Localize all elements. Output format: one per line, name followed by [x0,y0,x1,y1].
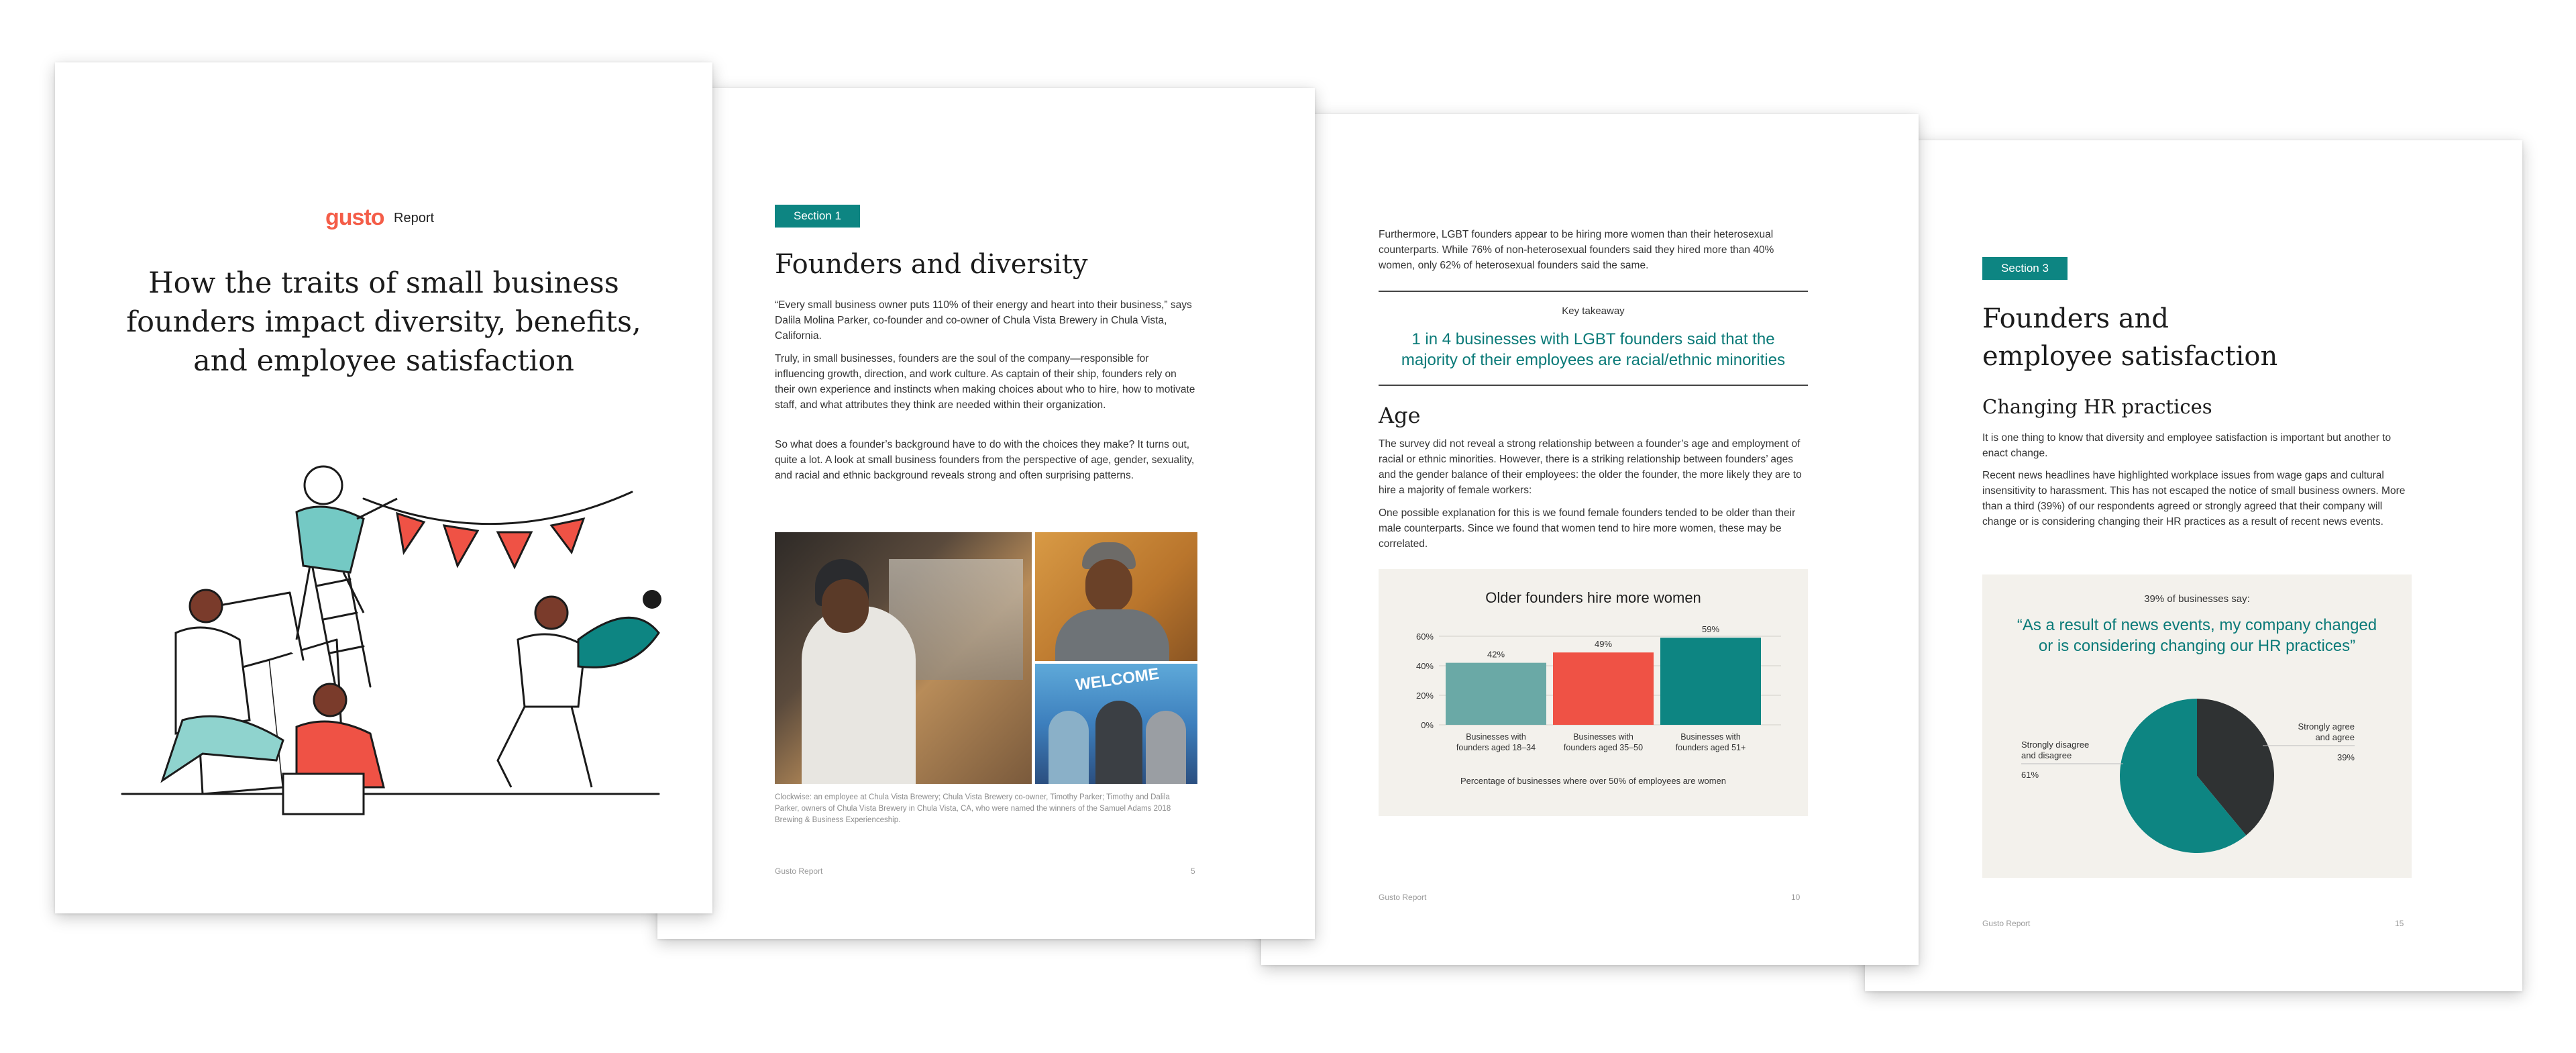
y-tick-label: 40% [1415,661,1434,671]
bar [1660,638,1761,725]
pie-label: Strongly disagree [2021,740,2090,750]
pie-label: and disagree [2021,750,2072,760]
pie-title: 39% of businesses say: [2144,593,2250,605]
x-tick-label: founders aged 51+ [1675,743,1746,752]
footer-page-number: 15 [2395,919,2404,928]
cover-title-line-2: founders impact diversity, benefits, [126,305,641,339]
cover-page [55,62,712,913]
body-paragraph-2: Recent news headlines have highlighted workplace issues from wage gaps and cultural insensitivity to harassment. This has not escaped the notice of small business owners. More than a third (39%) of our respondents agreed or strongly agreed that their company will change or is considering changing their HR practices as a result of recent news events. [1982,470,2406,528]
takeaway-label: Key takeaway [1562,305,1625,317]
photo-owners-welcome [1035,664,1197,784]
intro-paragraph: “Every small business owner puts 110% of their energy and heart into their business,” says Dalila Molina Parker, co-founder and co-owner of Chula Vista Brewery in Chula Vista, California. [775,299,1192,342]
bar-value-label: 49% [1594,639,1613,650]
chart-title: Older founders hire more women [1485,589,1701,606]
cover-title-line-1: How the traits of small business [148,266,619,300]
age-paragraph-2: One possible explanation for this is we found female founders tended to be older than their male counterparts. Since we found that women tend to hire more women, these may be correlated. [1379,507,1796,550]
flag-3 [498,532,531,567]
takeaway-rule-top [1379,291,1808,292]
flag-2 [444,525,478,566]
pie-value-label: 61% [2021,770,2039,780]
cover-title [55,264,712,381]
page-heading-line-1: Founders and [1982,303,2169,334]
photo-caption: Clockwise: an employee at Chula Vista Brewery; Chula Vista Brewery co-owner, Timothy Parker; Timothy and Dalila Parker, owners of Chula Vista Brewery in Chula Vista, CA, who were named the winners of the Samuel Adams 2018 Brewing & Business Experienceship. [775,793,1171,824]
age-page [1261,114,1919,965]
x-tick-label: Businesses with [1573,732,1633,742]
age-paragraph-1: The survey did not reveal a strong relationship between a founder’s age and employment of racial or ethnic minorities. However, there is a striking relationship between founders’ ages and the gender balance of their employees: the older the founder, the more likely they are to hire a majority of female workers: [1379,438,1802,496]
pie-label: Strongly agree [2298,721,2355,732]
page-heading-line-2: employee satisfaction [1982,341,2278,372]
body-paragraph-1: It is one thing to know that diversity and employee satisfaction is important but another to enact change. [1982,432,2392,459]
x-axis-label: Percentage of businesses where over 50% of employees are women [1460,776,1726,786]
report-label: Report [394,211,435,225]
y-tick-label: 20% [1415,691,1434,701]
page-heading [1982,300,2277,375]
bar-value-label: 59% [1701,624,1720,635]
x-tick-label: founders aged 35–50 [1563,743,1644,752]
founders-illustration [82,438,686,908]
x-tick-label: Businesses with [1680,732,1741,742]
photo-employee-tap [775,532,1032,784]
y-tick-label: 60% [1415,632,1434,642]
welcome-sign: WELCOME [1074,664,1161,695]
hr-chart-panel [1982,574,2412,878]
x-tick-label: Businesses with [1466,732,1526,742]
section-1-page [657,88,1315,939]
body-paragraph-2: Truly, in small businesses, founders are the soul of the company—responsible for influencing growth, direction, and work culture. As captain of their ship, founders rely on their own experience and instincts when making choices about who to hire, how to motivate staff, and what attributes they think are needed within their organization. [775,353,1195,411]
body-paragraph-3: So what does a founder’s background have to do with the choices they make? It turns out, quite a lot. A look at small business founders from the perspective of age, gender, sexuality, and racial and ethnic background reveals strong and often surprising patterns. [775,439,1195,481]
gusto-logo: gusto [325,205,384,230]
age-heading: Age [1379,403,1421,428]
footer-page-number: 10 [1791,893,1801,902]
flag-4 [551,519,584,552]
footer-page-number: 5 [1191,866,1195,876]
y-tick-label: 0% [1421,720,1434,730]
pie-label: and agree [2315,732,2355,742]
flag-1 [397,513,424,552]
pie-quote: “As a result of news events, my company changed or is considering changing our HR practices” [2017,616,2377,655]
footer-left: Gusto Report [1982,919,2031,928]
x-tick-label: founders aged 18–34 [1456,743,1536,752]
footer-left: Gusto Report [1379,893,1427,902]
section-badge: Section 1 [775,205,860,228]
bar-chart [1379,569,1808,816]
takeaway-rule-bottom [1379,385,1808,386]
photo-co-owner [1035,532,1197,661]
bar [1446,663,1546,725]
section-badge: Section 3 [1982,257,2068,280]
bar-value-label: 42% [1487,649,1505,660]
pie-chart [1982,574,2412,878]
cover-title-line-3: and employee satisfaction [193,344,574,378]
lgbt-intro-paragraph: Furthermore, LGBT founders appear to be hiring more women than their heterosexual counterparts. While 76% of non-heterosexual founders said they hired more than 40% women, only 62% of heterosexual founders said the same. [1379,229,1774,271]
footer-left: Gusto Report [775,866,823,876]
bar [1553,652,1654,725]
pie-value-label: 39% [2337,752,2355,762]
takeaway-text: 1 in 4 businesses with LGBT founders said that the majority of their employees are racial/ethnic minorities [1401,330,1786,369]
page-heading: Founders and diversity [775,249,1088,280]
subheading: Changing HR practices [1982,395,2212,418]
section-3-page [1865,140,2522,991]
age-chart-panel [1379,569,1808,816]
